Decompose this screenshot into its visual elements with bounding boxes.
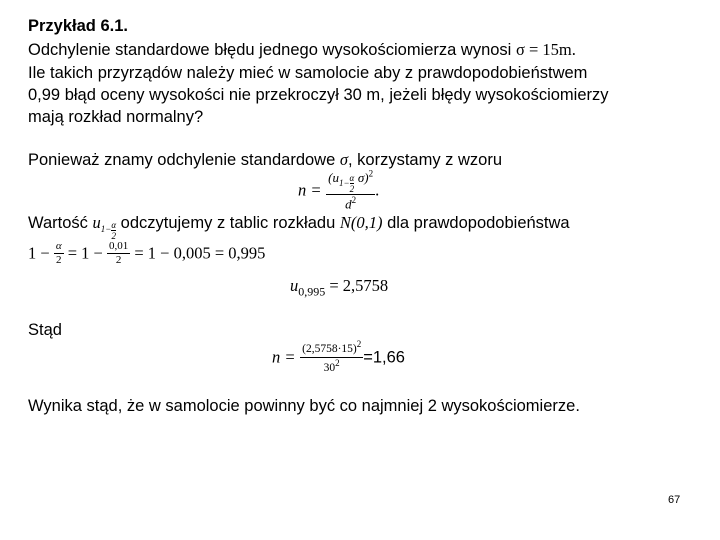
calc-alpha-fraction xyxy=(54,240,64,267)
u-sub-fraction xyxy=(111,220,116,241)
formula-denominator xyxy=(326,195,375,213)
u-value-subscript: 0,995 xyxy=(298,284,326,299)
formula-num-sigma: σ) xyxy=(357,170,369,185)
formula-den-d: d xyxy=(345,196,352,212)
calc-alpha: α xyxy=(55,240,62,252)
formula-n-lhs: n = xyxy=(298,180,322,200)
result-formula xyxy=(272,339,405,376)
sigma-symbol: σ xyxy=(339,150,348,169)
conclusion-text: Wynika stąd, że w samolocie powinny być co najmniej 2 wysokościomierze. xyxy=(28,397,580,415)
u-value-rhs: = 2,5758 xyxy=(329,276,389,295)
u-letter: u xyxy=(92,213,101,232)
calc-one-minus: 1 − xyxy=(28,243,50,263)
formula-num-u: (u xyxy=(328,170,339,185)
formula-sub-fraction xyxy=(350,173,355,194)
problem-text-1: Odchylenie standardowe błędu jednego wysokościomierza wynosi xyxy=(28,41,512,59)
explanation-line-2 xyxy=(28,213,570,241)
problem-line-1 xyxy=(28,40,576,60)
u-sub-alpha: α xyxy=(111,219,117,230)
problem-line-3: 0,99 błąd oceny wysokości nie przekroczył 30 m, jeżeli błędy wysokościomierzy xyxy=(28,86,609,104)
explanation-text-2a: Wartość xyxy=(28,214,88,232)
example-title: Przykład 6.1. xyxy=(28,17,128,35)
explanation-text-1a: Ponieważ znamy odchylenie standardowe xyxy=(28,151,336,169)
problem-line-4: mają rozkład normalny? xyxy=(28,108,204,126)
explanation-text-2b: odczytujemy z tablic rozkładu xyxy=(120,214,336,232)
formula-sub-two: 2 xyxy=(349,184,355,195)
distribution-symbol: N(0,1) xyxy=(339,213,383,232)
formula-sub-one: 1− xyxy=(338,177,350,188)
u-sub-two: 2 xyxy=(111,230,116,241)
explanation-text-1b: , korzystamy z wzoru xyxy=(348,151,503,169)
formula-numerator xyxy=(326,168,375,195)
result-fraction xyxy=(300,339,363,376)
u-sub-one: 1− xyxy=(100,224,112,235)
formula-num-exp: 2 xyxy=(368,168,374,179)
formula-num-subscript xyxy=(338,173,355,195)
u-subscript xyxy=(100,219,117,241)
page-number: 67 xyxy=(668,494,681,506)
result-den: 30 xyxy=(323,361,336,374)
calc-den: 2 xyxy=(115,254,122,266)
explanation-line-1 xyxy=(28,150,502,170)
formula-den-exp: 2 xyxy=(351,195,357,206)
sigma-equation: σ = 15m. xyxy=(515,40,576,59)
u-value-line xyxy=(290,276,389,299)
result-denominator xyxy=(300,358,363,376)
u-symbol xyxy=(92,213,117,241)
formula-fraction xyxy=(326,168,375,213)
result-n-lhs: n = xyxy=(272,347,296,367)
stad-label: Stąd xyxy=(28,321,62,339)
calc-two: 2 xyxy=(55,254,62,266)
calculation-line xyxy=(28,240,265,267)
problem-line-2: Ile takich przyrządów należy mieć w samolocie aby z prawdopodobieństwem xyxy=(28,64,588,82)
calc-rest: = 1 − 0,005 = 0,995 xyxy=(134,243,266,263)
result-den-exp: 2 xyxy=(335,357,340,368)
calc-eq-one-minus: = 1 − xyxy=(67,243,103,263)
formula-n xyxy=(298,168,379,213)
explanation-text-2c: dla prawdopodobieństwa xyxy=(387,214,570,232)
calc-value-fraction xyxy=(107,240,130,267)
result-numerator xyxy=(300,339,363,358)
result-num-exp: 2 xyxy=(356,339,362,349)
formula-sub-alpha: α xyxy=(349,173,355,184)
calc-num: 0,01 xyxy=(108,240,129,252)
result-num: (2,5758·15) xyxy=(302,342,357,355)
result-value: =1,66 xyxy=(363,348,405,367)
u-value-u: u xyxy=(290,276,299,295)
formula-dot: . xyxy=(375,180,380,200)
